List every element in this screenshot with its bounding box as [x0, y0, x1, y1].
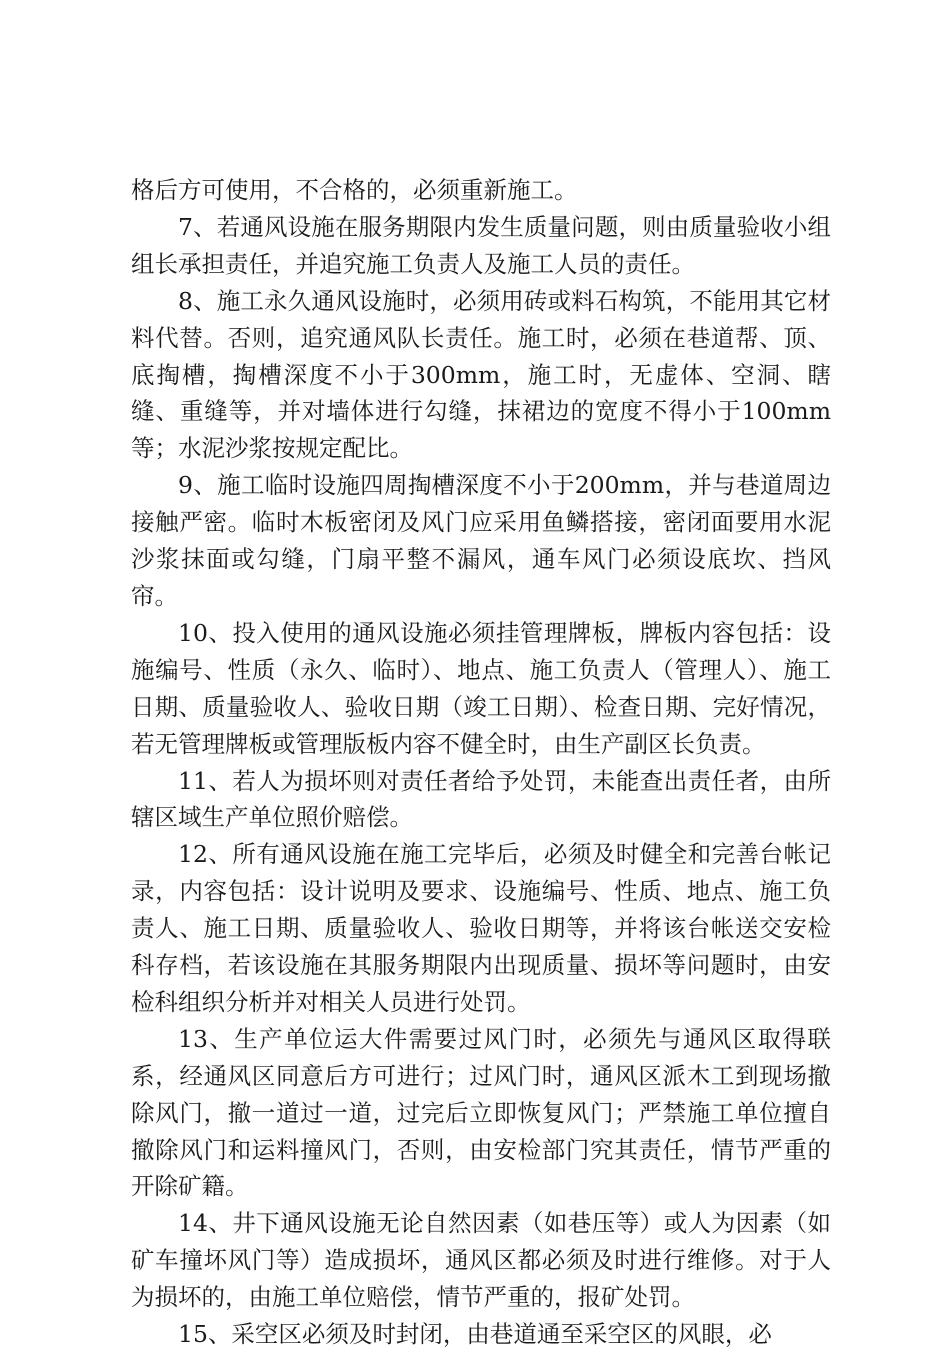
paragraph-item-11: 11、若人为损坏则对责任者给予处罚，未能查出责任者，由所辖区域生产单位照价赔偿。	[131, 766, 831, 832]
paragraph-item-9: 9、施工临时设施四周掏槽深度不小于200mm，并与巷道周边接触严密。临时木板密闭及风门应采用鱼鳞搭接，密闭面要用水泥沙浆抹面或勾缝，门扇平整不漏风，通车风门必须设底坎、挡风帘。	[131, 471, 831, 610]
paragraph-item-15: 15、采空区必须及时封闭，由巷道通至采空区的风眼，必	[178, 1320, 772, 1349]
paragraph-continuation: 格后方可使用，不合格的，必须重新施工。	[131, 176, 578, 204]
paragraph-item-10: 10、投入使用的通风设施必须挂管理牌板，牌板内容包括：设施编号、性质（永久、临时）、地点、施工负责人（管理人）、施工日期、质量验收人、验收日期（竣工日期）、检查日期、完好情况，若无管理牌板或管理版板内容不健全时，由生产副区长负责。	[131, 618, 831, 758]
document-body	[131, 172, 831, 1353]
paragraph-item-14: 14、井下通风设施无论自然因素（如巷压等）或人为因素（如矿车撞坏风门等）造成损坏，通风区都必须及时进行维修。对于人为损坏的，由施工单位赔偿，情节严重的，报矿处罚。	[131, 1209, 831, 1312]
paragraph-item-13: 13、生产单位运大件需要过风门时，必须先与通风区取得联系，经通风区同意后方可进行；过风门时，通风区派木工到现场撤除风门，撤一道过一道，过完后立即恢复风门；严禁施工单位擅自撤除风门和运料撞风门，否则，由安检部门究其责任，情节严重的开除矿籍。	[131, 1024, 831, 1201]
paragraph-item-12: 12、所有通风设施在施工完毕后，必须及时健全和完善台帐记录，内容包括：设计说明及要求、设施编号、性质、地点、施工负责人、施工日期、质量验收人、验收日期等，并将该台帐送交安检科存档，若该设施在其服务期限内出现质量、损坏等问题时，由安检科组织分析并对相关人员进行处罚。	[131, 840, 831, 1016]
paragraph-item-8: 8、施工永久通风设施时，必须用砖或料石构筑，不能用其它材料代替。否则，追究通风队长责任。施工时，必须在巷道帮、顶、底掏槽，掏槽深度不小于300mm，施工时，无虚体、空洞、瞎缝、重缝等，并对墙体进行勾缝，抹裙边的宽度不得小于100mm等；水泥沙浆按规定配比。	[131, 286, 831, 463]
paragraph-item-7: 7、若通风设施在服务期限内发生质量问题，则由质量验收小组组长承担责任，并追究施工负责人及施工人员的责任。	[131, 212, 831, 278]
